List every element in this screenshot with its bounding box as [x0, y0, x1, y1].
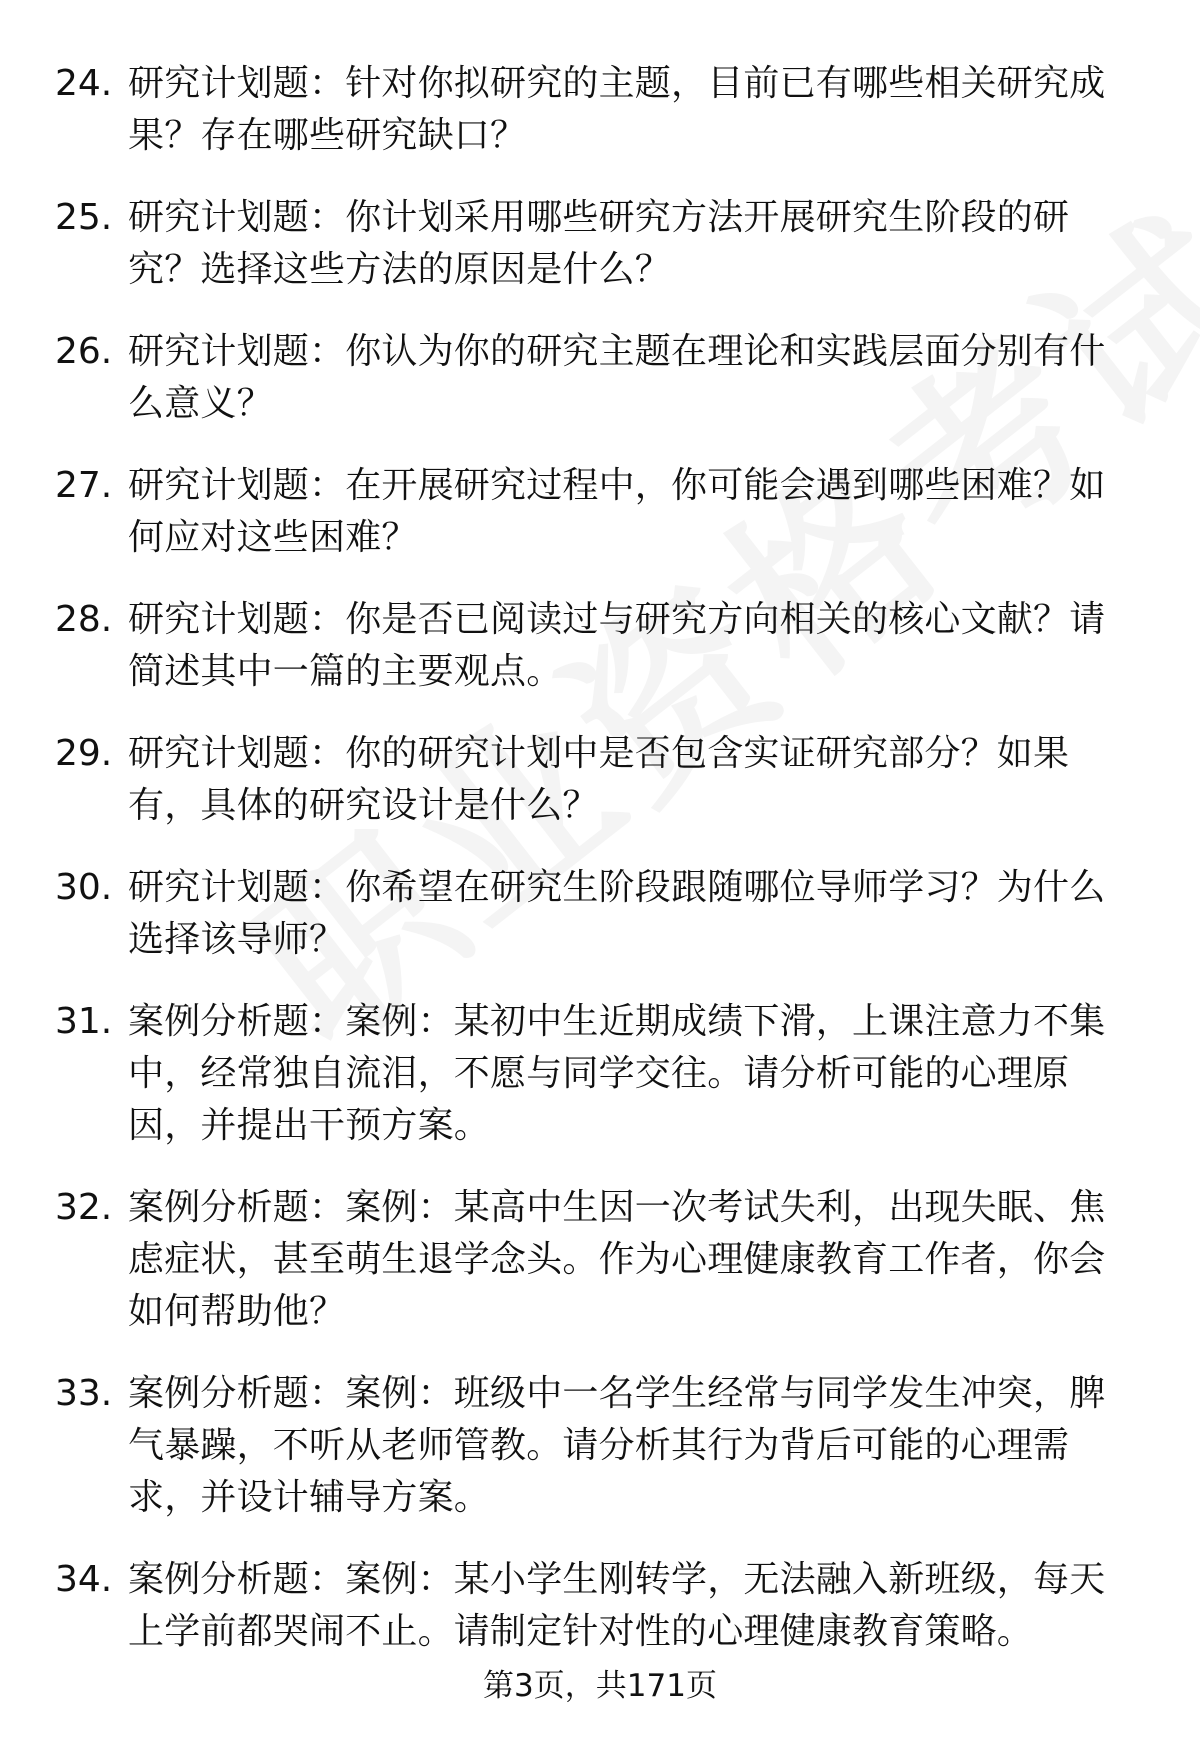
- question-number: 32.: [55, 1187, 113, 1228]
- question-text: 研究计划题：你计划采用哪些研究方法开展研究生阶段的研究？选择这些方法的原因是什么？: [128, 197, 1070, 290]
- question-item: [0, 1554, 1200, 1658]
- question-text: 研究计划题：你是否已阅读过与研究方向相关的核心文献？请简述其中一篇的主要观点。: [128, 599, 1106, 692]
- question-list: [0, 58, 1200, 1688]
- question-item: [0, 594, 1200, 698]
- question-text: 研究计划题：你的研究计划中是否包含实证研究部分？如果有，具体的研究设计是什么？: [128, 733, 1070, 826]
- question-text: 研究计划题：你认为你的研究主题在理论和实践层面分别有什么意义？: [128, 331, 1106, 424]
- question-item: [0, 460, 1200, 564]
- question-number: 31.: [55, 1001, 113, 1042]
- question-number: 24.: [55, 63, 113, 104]
- question-number: 34.: [55, 1559, 113, 1600]
- question-text: 案例分析题：案例：班级中一名学生经常与同学发生冲突，脾气暴躁，不听从老师管教。请分析其行为背后可能的心理需求，并设计辅导方案。: [128, 1373, 1106, 1518]
- question-item: [0, 996, 1200, 1152]
- question-number: 28.: [55, 599, 113, 640]
- question-number: 26.: [55, 331, 113, 372]
- page-number-footer: 第3页，共171页: [483, 1668, 717, 1704]
- question-text: 研究计划题：针对你拟研究的主题，目前已有哪些相关研究成果？存在哪些研究缺口？: [128, 63, 1106, 156]
- question-item: [0, 728, 1200, 832]
- question-number: 29.: [55, 733, 113, 774]
- question-item: [0, 192, 1200, 296]
- question-item: [0, 1368, 1200, 1524]
- question-text: 研究计划题：你希望在研究生阶段跟随哪位导师学习？为什么选择该导师？: [128, 867, 1106, 960]
- question-number: 30.: [55, 867, 113, 908]
- question-text: 案例分析题：案例：某初中生近期成绩下滑，上课注意力不集中，经常独自流泪，不愿与同学交往。请分析可能的心理原因，并提出干预方案。: [128, 1001, 1106, 1146]
- question-item: [0, 326, 1200, 430]
- question-number: 25.: [55, 197, 113, 238]
- question-text: 案例分析题：案例：某高中生因一次考试失利，出现失眠、焦虑症状，甚至萌生退学念头。作为心理健康教育工作者，你会如何帮助他？: [128, 1187, 1106, 1332]
- question-text: 研究计划题：在开展研究过程中，你可能会遇到哪些困难？如何应对这些困难？: [128, 465, 1106, 558]
- question-item: [0, 58, 1200, 162]
- question-item: [0, 862, 1200, 966]
- question-text: 案例分析题：案例：某小学生刚转学，无法融入新班级，每天上学前都哭闹不止。请制定针对性的心理健康教育策略。: [128, 1559, 1106, 1652]
- question-number: 33.: [55, 1373, 113, 1414]
- question-item: [0, 1182, 1200, 1338]
- question-number: 27.: [55, 465, 113, 506]
